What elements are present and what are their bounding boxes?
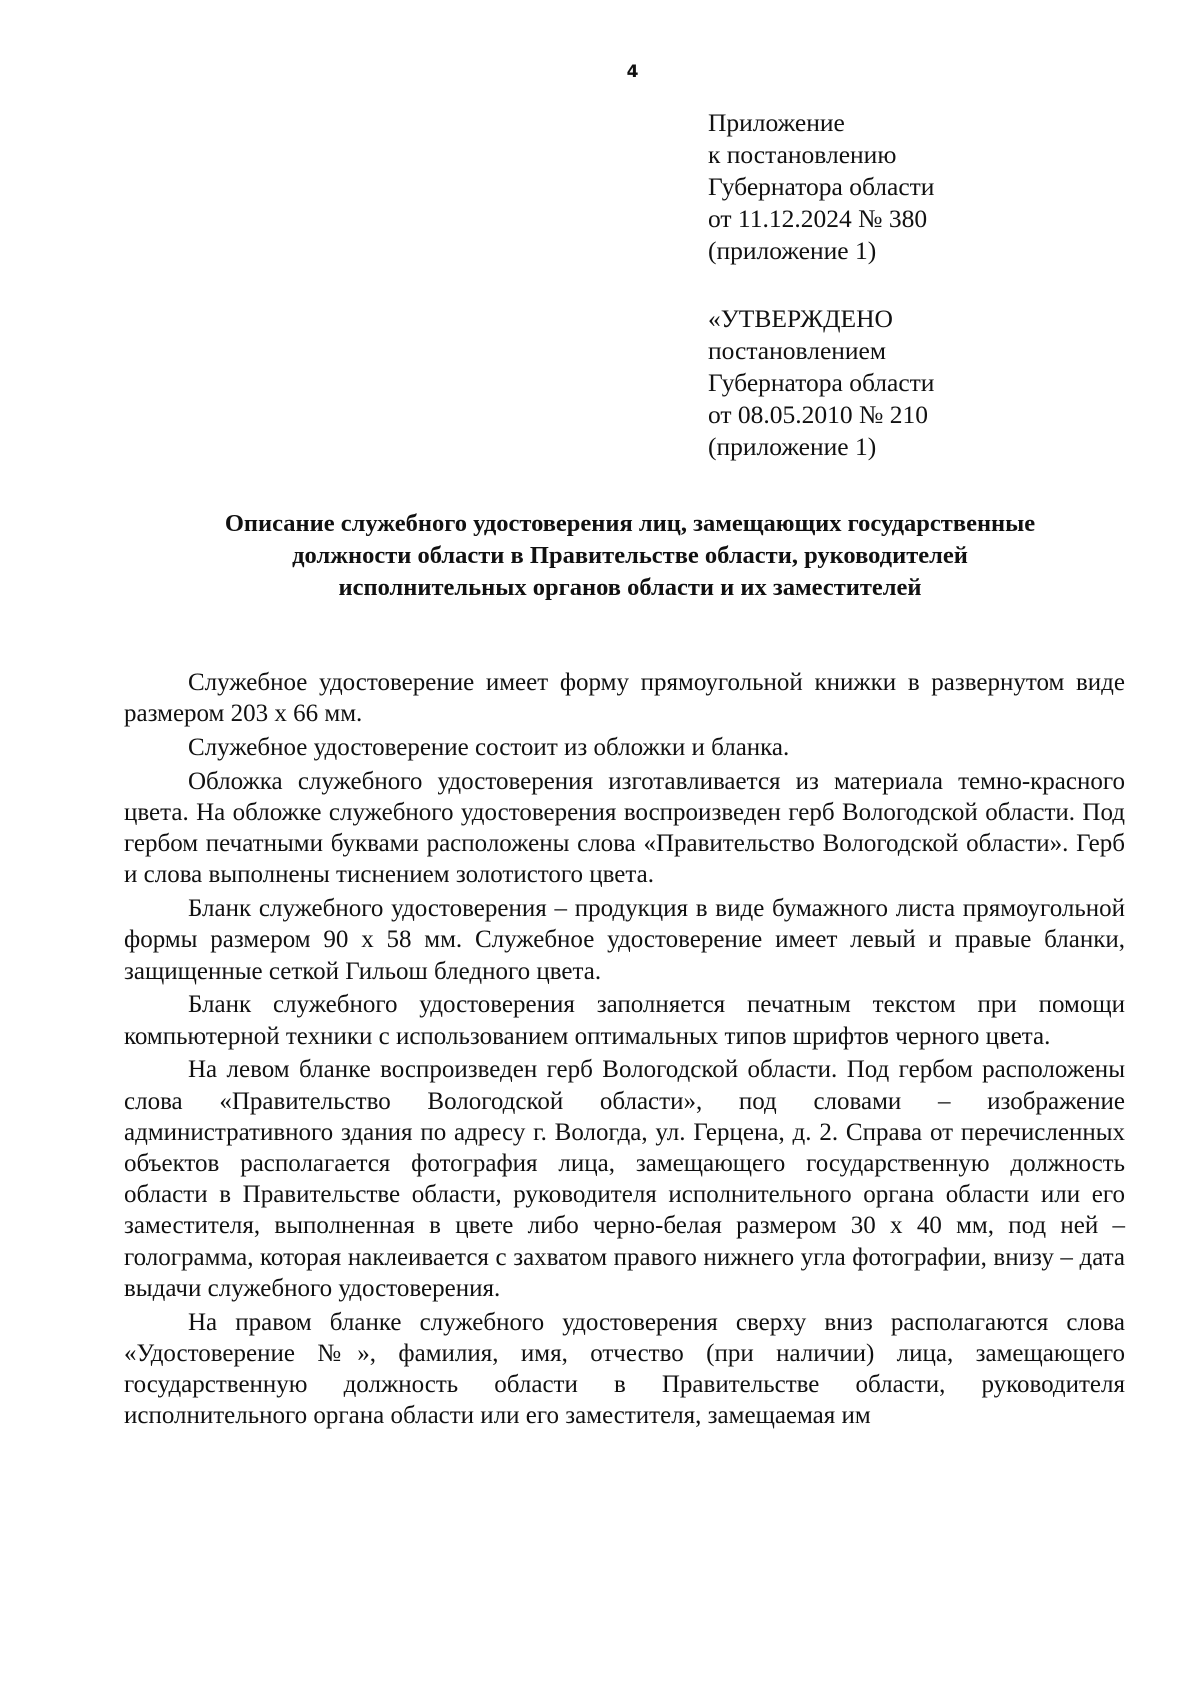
body-paragraph: Бланк служебного удостоверения заполняется печатным текстом при помощи компьютерной техники с использованием оптимальных типов шрифтов черного цвета.: [124, 991, 1125, 1050]
body-paragraph: Бланк служебного удостоверения – продукция в виде бумажного листа прямоугольной формы размером 90 х 58 мм. Служебное удостоверение имеет левый и правые бланки, защищенные сеткой Гильош бледного цвета.: [124, 895, 1125, 985]
approval-line: «УТВЕРЖДЕНО: [708, 304, 893, 333]
appendix-line: (приложение 1): [708, 236, 877, 265]
title-line: должности области в Правительстве области, руководителей: [292, 542, 968, 569]
approval-line: постановлением: [708, 336, 887, 365]
approval-reference-block: [708, 303, 1128, 463]
body-paragraph: На правом бланке служебного удостоверения сверху вниз располагаются слова «Удостоверение №», фамилия, имя, отчество (при наличии) лица, замещающего государственную должность области в Правительстве области, руководителя исполнительного органа области или его заместителя, замещаемая им: [124, 1308, 1125, 1430]
body-paragraph: Служебное удостоверение состоит из обложки и бланка.: [188, 734, 790, 761]
body-paragraph: Служебное удостоверение имеет форму прямоугольной книжки в развернутом виде размером 203 х 66 мм.: [124, 669, 1125, 728]
approval-line: (приложение 1): [708, 432, 877, 461]
title-line: исполнительных органов области и их заместителей: [338, 574, 922, 601]
document-body: [124, 667, 1125, 1431]
body-paragraph: На левом бланке воспроизведен герб Вологодской области. Под гербом расположены слова «Правительство Вологодской области», под словами – изображение административного здания по адресу г. Вологда, ул. Герцена, д. 2. Справа от перечисленных объектов располагается фотография лица, замещающего государственную должность области в Правительстве области, руководителя исполнительного органа области или его заместителя, выполненная в цвете либо черно-белая размером 30 х 40 мм, под ней – голограмма, которая наклеивается с захватом правого нижнего угла фотографии, внизу – дата выдачи служебного удостоверения.: [124, 1056, 1125, 1302]
approval-line: от 08.05.2010 № 210: [708, 400, 929, 429]
title-line: Описание служебного удостоверения лиц, замещающих государственные: [224, 510, 1036, 537]
appendix-reference-block: [708, 107, 1128, 267]
page-number: 4: [626, 62, 639, 82]
appendix-line: Приложение: [708, 108, 845, 137]
body-paragraph: Обложка служебного удостоверения изготавливается из материала темно-красного цвета. На обложке служебного удостоверения воспроизведен герб Вологодской области. Под гербом печатными буквами расположены слова «Правительство Вологодской области». Герб и слова выполнены тиснением золотистого цвета.: [124, 767, 1125, 889]
document-title: [130, 508, 1130, 604]
approval-line: Губернатора области: [708, 368, 935, 397]
appendix-line: к постановлению: [708, 140, 897, 169]
appendix-line: от 11.12.2024 № 380: [708, 204, 928, 233]
appendix-line: Губернатора области: [708, 172, 935, 201]
